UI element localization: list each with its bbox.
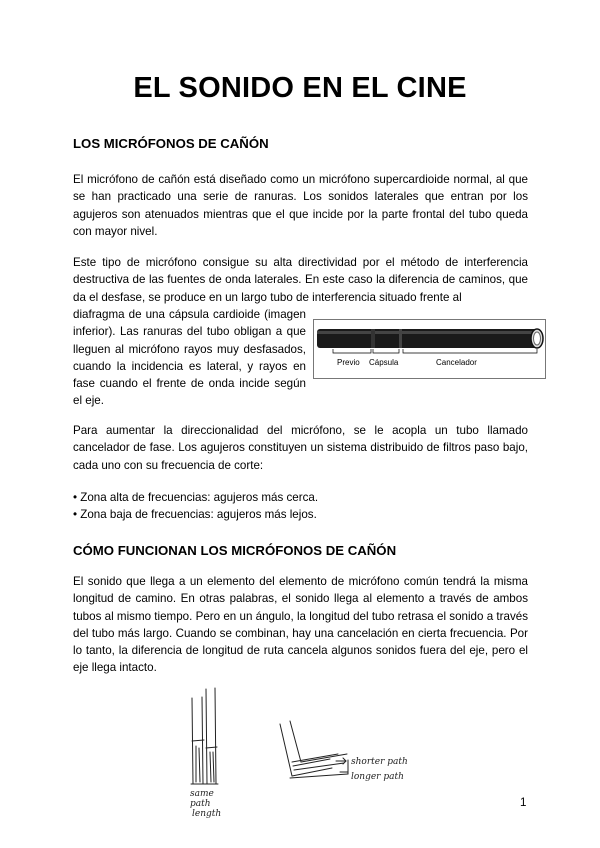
paragraph-directividad: Este tipo de micrófono consigue su alta directividad por el método de interferencia destructiva de las fuentes de onda laterales. En este caso la diferencia de caminos, que da el desfase, se produce en un largo tubo de interferencia situado frente al (73, 256, 528, 304)
page-title: EL SONIDO EN EL CINE (133, 72, 467, 104)
sketch-label-shorter: shorter path (351, 757, 408, 767)
sketch-label-same: same (190, 789, 214, 799)
sketch-label-longer: longer path (351, 772, 404, 782)
paragraph-cancelador: Para aumentar la direccionalidad del micrófono, se le acopla un tubo llamado cancelador de fase. Los agujeros constituyen un sistema distribuido de filtros paso bajo, cada uno con su frecuencia de corte: (73, 424, 528, 472)
paragraph-funcionamiento: El sonido que llega a un elemento del elemento de micrófono común tendrá la misma longitud de camino. En otras palabras, el sonido llega al elemento a través de ambos tubos al mismo tiempo. Pero en un ángulo, la longitud del tubo retrasa el sonido a través del tubo más largo. Cuando se combinan, hay una cancelación en cierta frecuencia. Por lo tanto, la diferencia de longitud de ruta cancela algunos sonidos fuera del eje, pero el eje llega intacto. (73, 575, 528, 675)
section-heading-microfonos: LOS MICRÓFONOS DE CAÑÓN (73, 136, 269, 151)
bullet-alta: • Zona alta de frecuencias: agujeros más cerca. (73, 491, 319, 504)
shotgun-microphone-figure (313, 319, 546, 379)
page-number: 1 (520, 796, 527, 809)
paragraph-intro: El micrófono de cañón está diseñado como un micrófono supercardioide normal, al que se han practicado una serie de ranuras. Los sonidos laterales que entran por los agujeros son atenuados mientras que el que incide por la parte frontal del tubo queda con mayor nivel. (73, 173, 528, 238)
label-previo: Previo (337, 358, 360, 367)
section-heading-como-funcionan: CÓMO FUNCIONAN LOS MICRÓFONOS DE CAÑÓN (73, 543, 397, 558)
sketch-label-path: path (190, 799, 211, 809)
label-cancelador: Cancelador (436, 358, 477, 367)
paragraph-diafragma: diafragma de una cápsula cardioide (imagen inferior). Las ranuras del tubo obligan a que lleguen al micrófono rayos muy desfasados, cuando la incidencia es lateral, y rayos en fase cuando el frente de onda incide según el eje. (73, 308, 306, 408)
bullet-baja: • Zona baja de frecuencias: agujeros más lejos. (73, 508, 317, 521)
sketch-label-length: length (192, 809, 222, 819)
path-length-sketch (180, 686, 420, 826)
label-capsula: Cápsula (369, 358, 399, 367)
